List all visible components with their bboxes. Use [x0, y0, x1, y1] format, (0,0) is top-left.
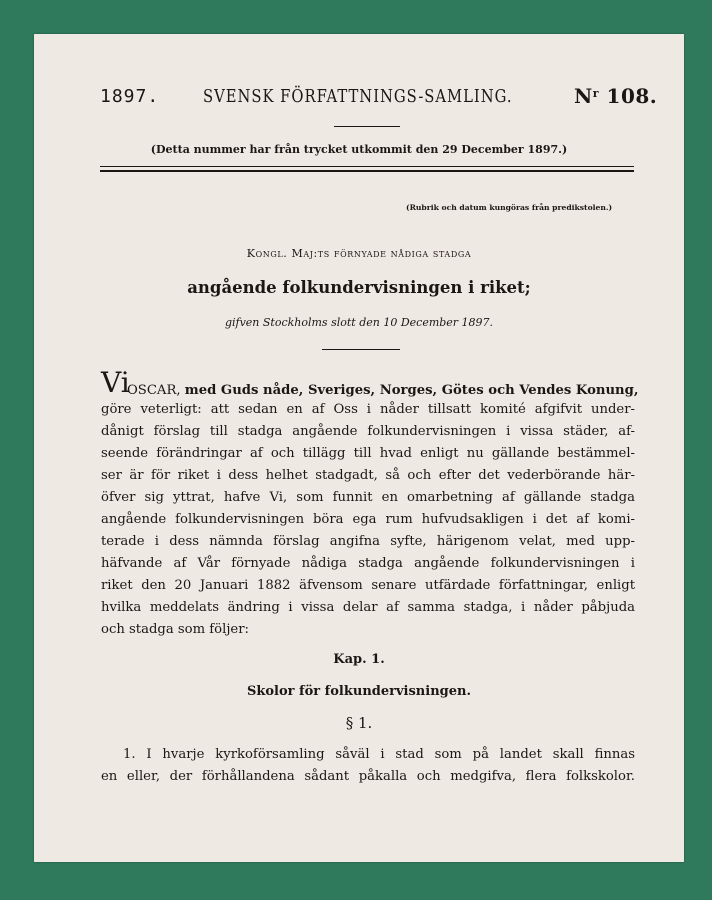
initial-letters: Vi	[101, 366, 130, 399]
preamble-royal-title: med Guds nåde, Sveriges, Norges, Götes och Vendes Konung,	[184, 383, 639, 398]
preamble-first-line	[127, 382, 639, 400]
article-line2: en eller, der förhållandena sådant påkalla och medgifva, flera folkskolor.	[101, 769, 635, 784]
preamble-line: häfvande af Vår förnyade nådiga stadga angående folkundervisningen i	[101, 556, 635, 571]
short-rule-middle	[322, 349, 400, 350]
double-rule-lower	[100, 170, 634, 172]
number-prefix: N	[574, 84, 593, 108]
preamble-first-text: OSCAR,	[127, 383, 185, 398]
section-number: § 1.	[345, 714, 373, 732]
short-rule-top	[334, 126, 400, 127]
preamble-line: seende förändringar af och tillägg till hvad enligt nu gällande bestämmel-	[101, 446, 635, 461]
preamble-last-line: och stadga som följer:	[101, 622, 249, 637]
preamble-line: göre veterligt: att sedan en af Oss i nåder tillsatt komité afgifvit under-	[101, 402, 635, 417]
number-superscript: r	[592, 87, 600, 100]
preamble-line: riket den 20 Januari 1882 äfvensom senare utfärdade författningar, enligt	[101, 578, 635, 593]
header-number	[574, 84, 657, 108]
preamble-line: hvilka meddelats ändring i vissa delar af samma stadga, i nåder påbjuda	[101, 600, 635, 615]
decree-title-line2: angående folkundervisningen i riket;	[187, 278, 531, 297]
header-title: SVENSK FÖRFATTNINGS-SAMLING.	[203, 86, 513, 107]
article-line1: 1. I hvarje kyrkoförsamling såväl i stad som på landet skall finnas	[123, 747, 635, 762]
preamble-line: ser är för riket i dess helhet stadgadt, så och efter det vederbörande här-	[101, 468, 635, 483]
chapter-heading: Skolor för folkundervisningen.	[246, 684, 471, 699]
preamble-line: terade i dess nämnda förslag angifna syfte, härigenom velat, med upp-	[101, 534, 635, 549]
double-rule-upper	[100, 166, 634, 167]
decree-title-line1: Kongl. Maj:ts förnyade nådiga stadga	[246, 247, 472, 260]
number-value: 108.	[606, 84, 658, 108]
preamble-line: angående folkundervisningen böra ega rum hufvudsakligen i det af komi-	[101, 512, 635, 527]
publication-note: (Detta nummer har från trycket utkommit den 29 December 1897.)	[150, 143, 568, 156]
preamble-line: dånigt förslag till stadga angående folkundervisningen i vissa städer, af-	[101, 424, 635, 439]
preamble-line: öfver sig yttrat, hafve Vi, som funnit en omarbetning af gällande stadga	[101, 490, 635, 505]
document-page	[34, 34, 684, 862]
chapter-label: Kap. 1.	[333, 652, 385, 667]
rubrik-note: (Rubrik och datum kungöras från predikstolen.)	[406, 203, 613, 212]
decree-title-line3: gifven Stockholms slott den 10 December 1897.	[224, 316, 494, 329]
header-year: 1897.	[100, 86, 160, 107]
